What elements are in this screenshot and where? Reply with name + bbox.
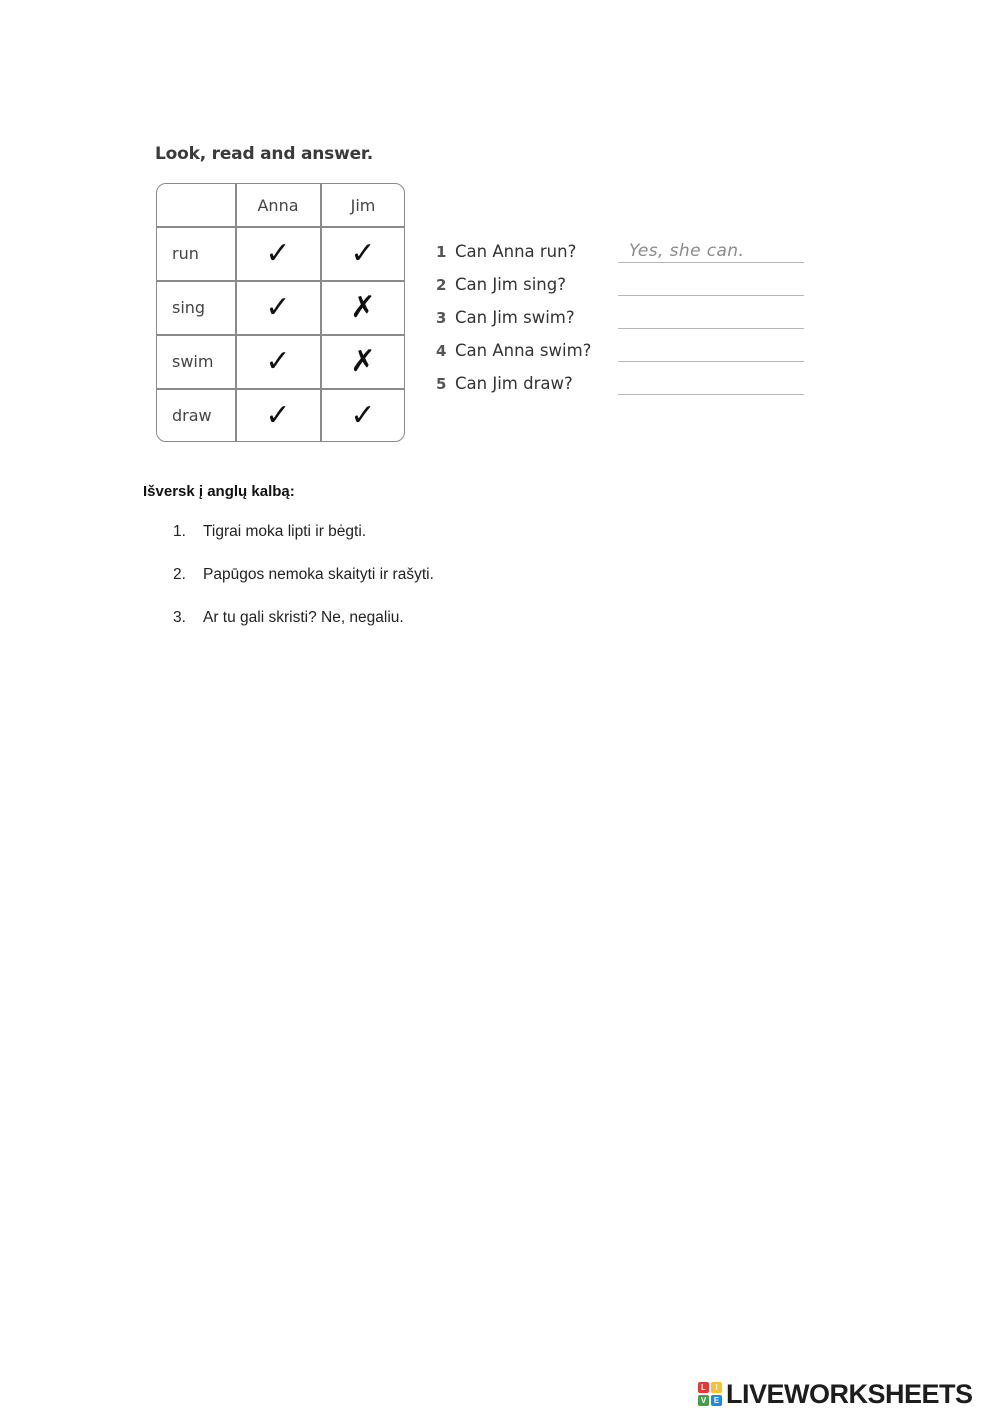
row-label-sing: sing [172,298,206,317]
check-mark-icon: ✓ [265,236,291,271]
question-text: Can Jim swim? [455,308,575,327]
cross-mark-icon: ✗ [350,290,376,325]
column-header-jim: Jim [350,195,376,215]
question-number: 1 [436,243,447,261]
question-number: 5 [436,375,447,393]
logo-letter: V [698,1395,709,1406]
question-text: Can Jim sing? [455,275,566,294]
logo-mark [698,1382,722,1406]
check-mark-icon: ✓ [265,397,291,433]
question-text: Can Jim draw? [455,374,573,393]
logo-letter: L [698,1382,709,1393]
logo-text: LIVEWORKSHEETS [726,1378,973,1409]
exercise-heading: Look, read and answer. [155,144,373,164]
row-label-draw: draw [172,405,212,425]
ability-table [156,183,405,442]
item-number: 1. [173,523,186,540]
answer-line[interactable] [618,361,804,362]
answer-line[interactable] [618,394,804,395]
column-header-anna: Anna [257,195,299,215]
liveworksheets-logo [698,1379,973,1409]
question-text: Can Anna swim? [455,341,592,360]
question-item [436,307,806,331]
item-number: 3. [173,609,186,626]
row-label-swim: swim [172,352,214,371]
answer-line[interactable] [618,262,804,263]
item-number: 2. [173,566,186,583]
item-text: Ar tu gali skristi? Ne, negaliu. [203,609,404,626]
logo-letter: E [711,1395,722,1406]
check-mark-icon: ✓ [350,397,376,433]
question-item [436,241,806,265]
question-item [436,274,806,298]
row-label-run: run [172,244,199,263]
answer-example: Yes, she can. [629,241,745,261]
cross-mark-icon: ✗ [350,344,376,379]
answer-line[interactable] [618,328,804,329]
answer-line[interactable] [618,295,804,296]
item-text: Tigrai moka lipti ir bėgti. [203,523,367,540]
question-text: Can Anna run? [455,242,577,261]
question-item [436,340,806,364]
question-number: 3 [436,309,447,327]
logo-letter: I [711,1382,722,1393]
check-mark-icon: ✓ [265,344,291,379]
translation-heading: Išversk į anglų kalbą: [143,483,295,500]
question-number: 2 [436,276,447,294]
check-mark-icon: ✓ [265,290,291,325]
question-number: 4 [436,342,447,360]
check-mark-icon: ✓ [350,236,376,271]
item-text: Papūgos nemoka skaityti ir rašyti. [203,566,434,583]
question-item [436,373,806,397]
